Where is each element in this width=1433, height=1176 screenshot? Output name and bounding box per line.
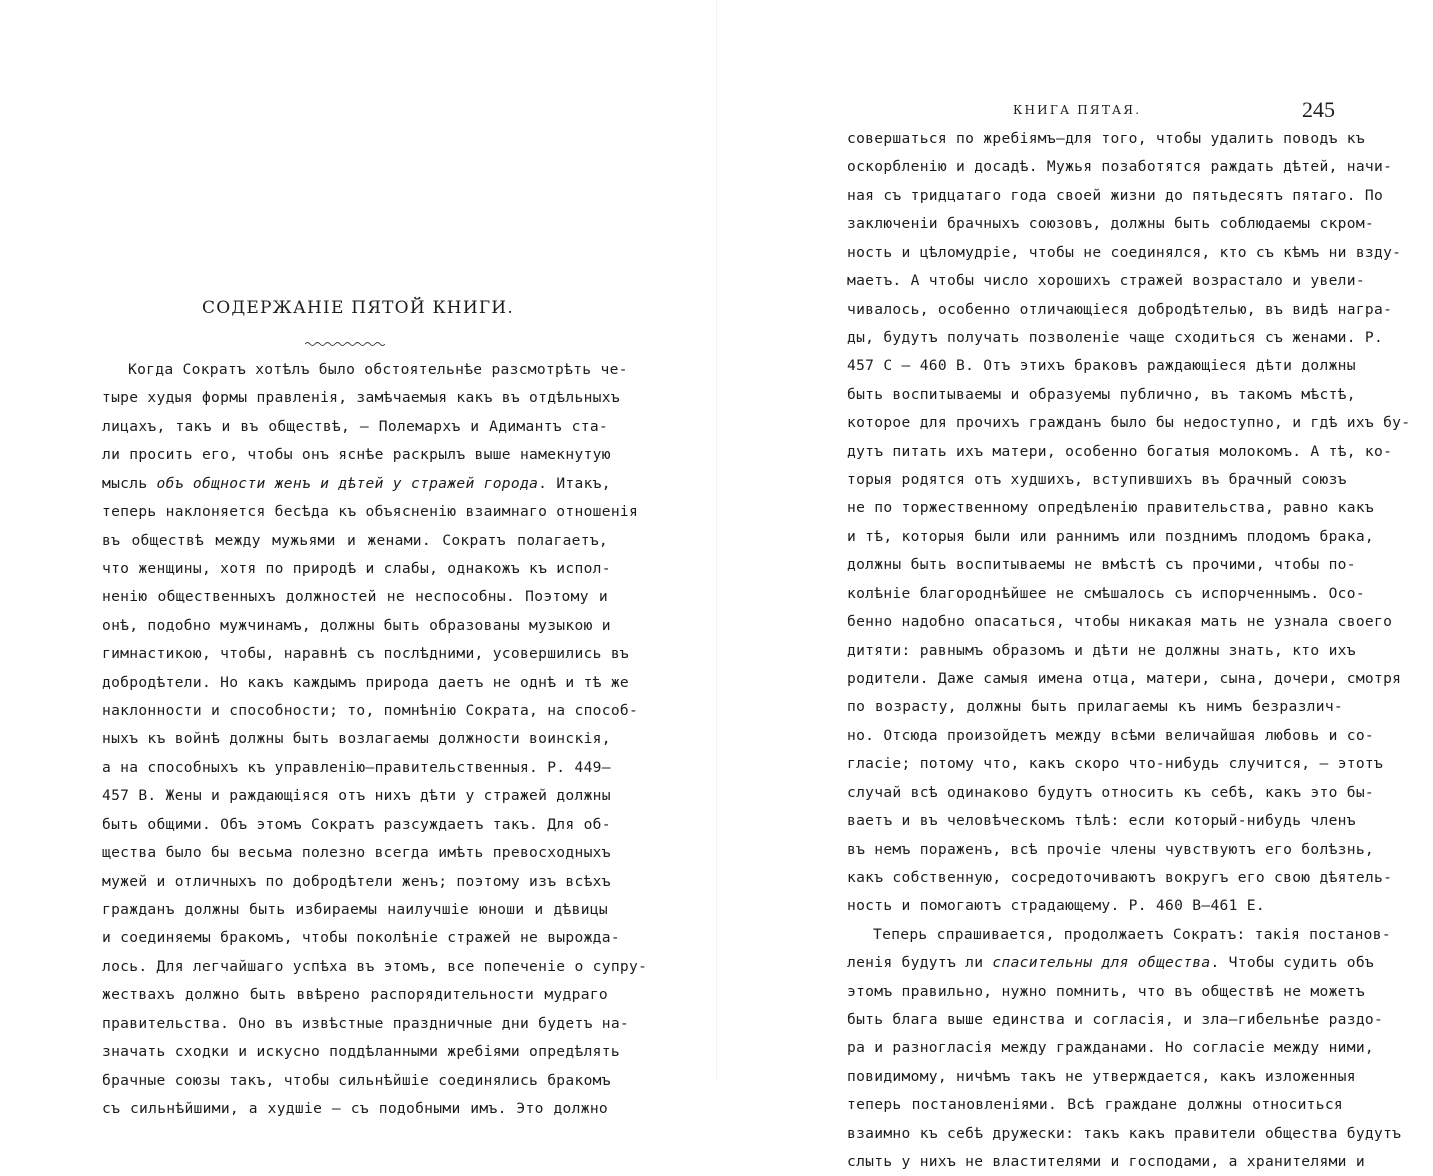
text-line: добродѣтели. Но какъ каждымъ природа даетъ не однѣ и тѣ же (102, 674, 629, 691)
text-line: теперь наклоняется бесѣда къ объясненію взаимнаго отношенія (102, 503, 639, 520)
text-line: тыре худыя формы правленія, замѣчаемыя какъ въ отдѣльныхъ (102, 389, 620, 406)
text-line: которое для прочихъ гражданъ было бы недоступно, и гдѣ ихъ бу- (847, 414, 1411, 431)
text-line: съ сильнѣйшими, а худшіе — съ подобными имъ. Это должно (102, 1100, 608, 1117)
text-fragment: ленія будутъ ли (847, 954, 993, 971)
text-line: бенно надобно опасаться, чтобы никакая мать не узнала своего (847, 613, 1393, 630)
text-line: но. Отсюда произойдетъ между всѣми величайшая любовь и со- (847, 727, 1374, 744)
text-line: ды, будутъ получать позволеніе чаще сходиться съ женами. Р. (847, 329, 1384, 346)
text-fragment: мысль (102, 475, 157, 492)
text-line: ра и разногласія между гражданами. Но согласіе между ними, (847, 1039, 1374, 1056)
running-head-title: КНИГА ПЯТАЯ. (1013, 103, 1142, 117)
text-line: правительства. Оно въ извѣстные праздничные дни будетъ на- (102, 1015, 629, 1032)
text-line: повидимому, ничѣмъ такъ не утверждается, какъ изложенныя (847, 1068, 1356, 1085)
text-line: случай всѣ одинаково будутъ относить къ себѣ, какъ это бы- (847, 784, 1374, 801)
text-line: жествахъ должно быть ввѣрено распорядительности мудраго (102, 986, 608, 1003)
text-line: ность и цѣломудріе, чтобы не соединялся, кто съ кѣмъ ни взду- (847, 244, 1402, 261)
text-line: этомъ правильно, нужно помнить, что въ обществѣ не можетъ (847, 983, 1365, 1000)
text-line: что женщины, хотя по природѣ и слабы, однакожъ къ испол- (102, 560, 611, 577)
right-page (717, 0, 1433, 1170)
text-line: должны быть воспитываемы не вмѣстѣ съ прочими, чтобы по- (847, 556, 1356, 573)
text-line: лось. Для легчайшаго успѣха въ этомъ, все попеченіе о супру- (102, 958, 648, 975)
text-line (847, 949, 1375, 977)
text-line: совершаться по жребіямъ—для того, чтобы удалить поводъ къ (847, 130, 1365, 147)
text-line: гласіе; потому что, какъ скоро что-нибудь случится, — этотъ (847, 755, 1384, 772)
text-line: чивалось, особенно отличающіеся добродѣтелью, въ видѣ награ- (847, 301, 1393, 318)
text-line: теперь постановленіями. Всѣ граждане должны относиться (847, 1096, 1343, 1113)
text-line: щества было бы весьма полезно всегда имѣть превосходныхъ (102, 844, 611, 861)
text-line: какъ собственную, сосредоточиваютъ вокругъ его свою дѣятель- (847, 869, 1393, 886)
text-line: заключеніи брачныхъ союзовъ, должны быть соблюдаемы скром- (847, 215, 1374, 232)
text-line: колѣніе благороднѣйшее не смѣшалось съ испорченнымъ. Осо- (847, 585, 1365, 602)
text-line: быть блага выше единства и согласія, и зла—гибельнѣе раздо- (847, 1011, 1384, 1028)
text-fragment: . Итакъ, (538, 475, 611, 492)
text-line: въ обществѣ между мужьями и женами. Сократъ полагаетъ, (102, 532, 608, 549)
text-line: лицахъ, такъ и въ обществѣ, — Полемархъ и Адимантъ ста- (102, 418, 608, 435)
text-line: брачные союзы такъ, чтобы сильнѣйшіе соединялись бракомъ (102, 1072, 611, 1089)
text-line: ная съ тридцатаго года своей жизни до пятьдесятъ пятаго. По (847, 187, 1384, 204)
text-line: мужей и отличныхъ по добродѣтели женъ; поэтому изъ всѣхъ (102, 873, 611, 890)
text-line: и тѣ, которыя были или раннимъ или позднимъ плодомъ брака, (847, 528, 1374, 545)
text-line: дитяти: равнымъ образомъ и дѣти не должны знать, кто ихъ (847, 642, 1356, 659)
page-number: 245 (1302, 97, 1335, 122)
text-line: ли просить его, чтобы онъ яснѣе раскрылъ выше намекнутую (102, 446, 611, 463)
text-line: по возрасту, должны быть прилагаемы къ нимъ безразлич- (847, 698, 1343, 715)
text-line: Теперь спрашивается, продолжаетъ Сократъ: такія постанов- (873, 926, 1391, 943)
text-line: быть воспитываемы и образуемы публично, въ такомъ мѣстѣ, (847, 386, 1356, 403)
text-line: ненію общественныхъ должностей не неспособны. Поэтому и (102, 588, 608, 605)
text-line: 457 В. Жены и раждающіяся отъ нихъ дѣти у стражей должны (102, 787, 611, 804)
text-line: маетъ. А чтобы число хорошихъ стражей возрастало и увели- (847, 272, 1365, 289)
running-head (717, 97, 1433, 127)
text-line: родители. Даже самыя имена отца, матери, сына, дочери, смотря (847, 670, 1402, 687)
text-line: наклонности и способности; то, помнѣнію Сократа, на способ- (102, 702, 639, 719)
text-line: взаимно къ себѣ дружески: такъ какъ правители общества будутъ (847, 1125, 1402, 1142)
italic-emphasis: спасительны для общества (992, 954, 1211, 971)
text-line: онѣ, подобно мужчинамъ, должны быть образованы музыкою и (102, 617, 611, 634)
title-ornament (305, 341, 385, 347)
text-line: быть общими. Объ этомъ Сократъ разсуждаетъ такъ. Для об- (102, 816, 611, 833)
text-line: а на способныхъ къ управленію—правительственныя. Р. 449— (102, 759, 611, 776)
text-line: не по торжественному опредѣленію правительства, равно какъ (847, 499, 1374, 516)
text-line: гимнастикою, чтобы, наравнѣ съ послѣдними, усовершились въ (102, 645, 629, 662)
text-line: оскорбленію и досадѣ. Мужья позаботятся раждать дѣтей, начи- (847, 158, 1393, 175)
chapter-title: СОДЕРЖАНІЕ ПЯТОЙ КНИГИ. (202, 298, 514, 318)
text-line: въ немъ пораженъ, всѣ прочіе члены чувствуютъ его болѣзнь, (847, 841, 1374, 858)
text-line: гражданъ должны быть избираемы наилучшіе юноши и дѣвицы (102, 901, 608, 918)
text-line: значать сходки и искусно поддѣланными жребіями опредѣлять (102, 1043, 620, 1060)
text-line: ваетъ и въ человѣческомъ тѣлѣ: если который-нибудь членъ (847, 812, 1356, 829)
text-line: торыя родятся отъ худшихъ, вступившихъ въ брачный союзъ (847, 471, 1347, 488)
italic-emphasis: объ общности женъ и дѣтей у стражей города (156, 475, 539, 492)
text-line: дутъ питать ихъ матери, особенно богатыя молокомъ. А тѣ, ко- (847, 443, 1393, 460)
text-line: 457 С — 460 В. Отъ этихъ браковъ раждающіеся дѣти должны (847, 357, 1356, 374)
text-line: ность и помогаютъ страдающему. Р. 460 В—461 Е. (847, 897, 1265, 914)
text-fragment: . Чтобы судить объ (1210, 954, 1375, 971)
text-line: слыть у нихъ не властителями и господами, а хранителями и (847, 1153, 1365, 1170)
text-line: Когда Сократъ хотѣлъ было обстоятельнѣе разсмотрѣть че- (128, 361, 628, 378)
left-page (0, 0, 716, 1117)
text-line (102, 470, 611, 498)
text-line: ныхъ къ войнѣ должны быть возлагаемы должности воинскія, (102, 730, 611, 747)
text-line: и соединяемы бракомъ, чтобы поколѣніе стражей не вырожда- (102, 929, 620, 946)
